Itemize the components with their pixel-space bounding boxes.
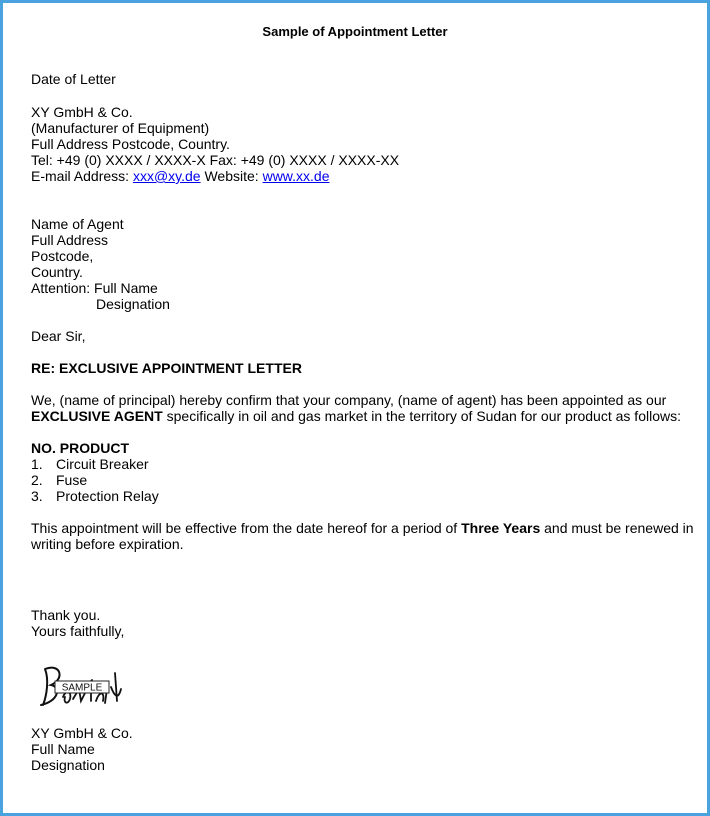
p2-text-start: This appointment will be effective from the date hereof for a period of bbox=[31, 520, 462, 536]
list-item bbox=[31, 472, 159, 488]
sender-block bbox=[31, 104, 399, 184]
product-list-heading: NO. PRODUCT bbox=[31, 440, 129, 456]
email-label: E-mail Address: bbox=[31, 168, 130, 184]
date-of-letter bbox=[31, 71, 116, 87]
recipient-block bbox=[31, 216, 170, 312]
signoff-company: XY GmbH & Co. bbox=[31, 725, 133, 741]
closing-thanks: Thank you. bbox=[31, 607, 101, 623]
website-link[interactable]: www.xx.de bbox=[262, 168, 330, 184]
salutation-text: Dear Sir, bbox=[31, 328, 86, 344]
email-link[interactable]: xxx@xy.de bbox=[132, 168, 201, 184]
p1-bold-exclusive-agent: EXCLUSIVE AGENT bbox=[31, 408, 163, 424]
list-item-number: 3. bbox=[31, 488, 43, 504]
signoff-block bbox=[31, 725, 133, 773]
list-item-name: Circuit Breaker bbox=[56, 456, 149, 472]
p1-text-end: specifically in oil and gas market in the territory of Sudan for our product as follows: bbox=[162, 408, 681, 424]
recipient-name: Name of Agent bbox=[31, 216, 124, 232]
sender-address: Full Address Postcode, Country. bbox=[31, 136, 230, 152]
signature-stamp-text: SAMPLE bbox=[61, 682, 103, 694]
list-item-number: 1. bbox=[31, 456, 43, 472]
product-list bbox=[31, 440, 159, 504]
website-label: Website: bbox=[204, 168, 259, 184]
recipient-designation: Designation bbox=[96, 296, 170, 312]
body-paragraph-1 bbox=[31, 392, 701, 424]
recipient-attention: Attention: Full Name bbox=[31, 280, 158, 296]
sender-description: (Manufacturer of Equipment) bbox=[31, 120, 210, 136]
letter-title: Sample of Appointment Letter bbox=[262, 24, 448, 39]
sender-contact-line bbox=[31, 168, 399, 184]
recipient-postcode: Postcode, bbox=[31, 248, 94, 264]
sender-company: XY GmbH & Co. bbox=[31, 104, 133, 120]
list-item-name: Protection Relay bbox=[56, 488, 159, 504]
list-item-number: 2. bbox=[31, 472, 43, 488]
date-line: Date of Letter bbox=[31, 71, 116, 87]
p2-text-end: and must be renewed in writing before expiration. bbox=[31, 520, 694, 552]
body-paragraph-2 bbox=[31, 520, 701, 552]
recipient-country: Country. bbox=[31, 264, 83, 280]
subject-line bbox=[31, 360, 302, 376]
p1-text-start: We, (name of principal) hereby confirm that your company, (name of agent) has been appointed as our bbox=[31, 392, 667, 408]
closing-block bbox=[31, 607, 124, 639]
list-item bbox=[31, 456, 159, 472]
closing-yours: Yours faithfully, bbox=[31, 623, 125, 639]
list-item-name: Fuse bbox=[56, 472, 88, 488]
signoff-name: Full Name bbox=[31, 741, 95, 757]
sender-tel-fax: Tel: +49 (0) XXXX / XXXX-X Fax: +49 (0) XXXX / XXXX-XX bbox=[31, 152, 400, 168]
p2-bold-period: Three Years bbox=[461, 520, 541, 536]
list-item bbox=[31, 488, 159, 504]
subject-text: RE: EXCLUSIVE APPOINTMENT LETTER bbox=[31, 360, 302, 376]
salutation bbox=[31, 328, 85, 344]
signoff-designation: Designation bbox=[31, 757, 105, 773]
recipient-address: Full Address bbox=[31, 232, 109, 248]
signature-image bbox=[35, 661, 127, 711]
